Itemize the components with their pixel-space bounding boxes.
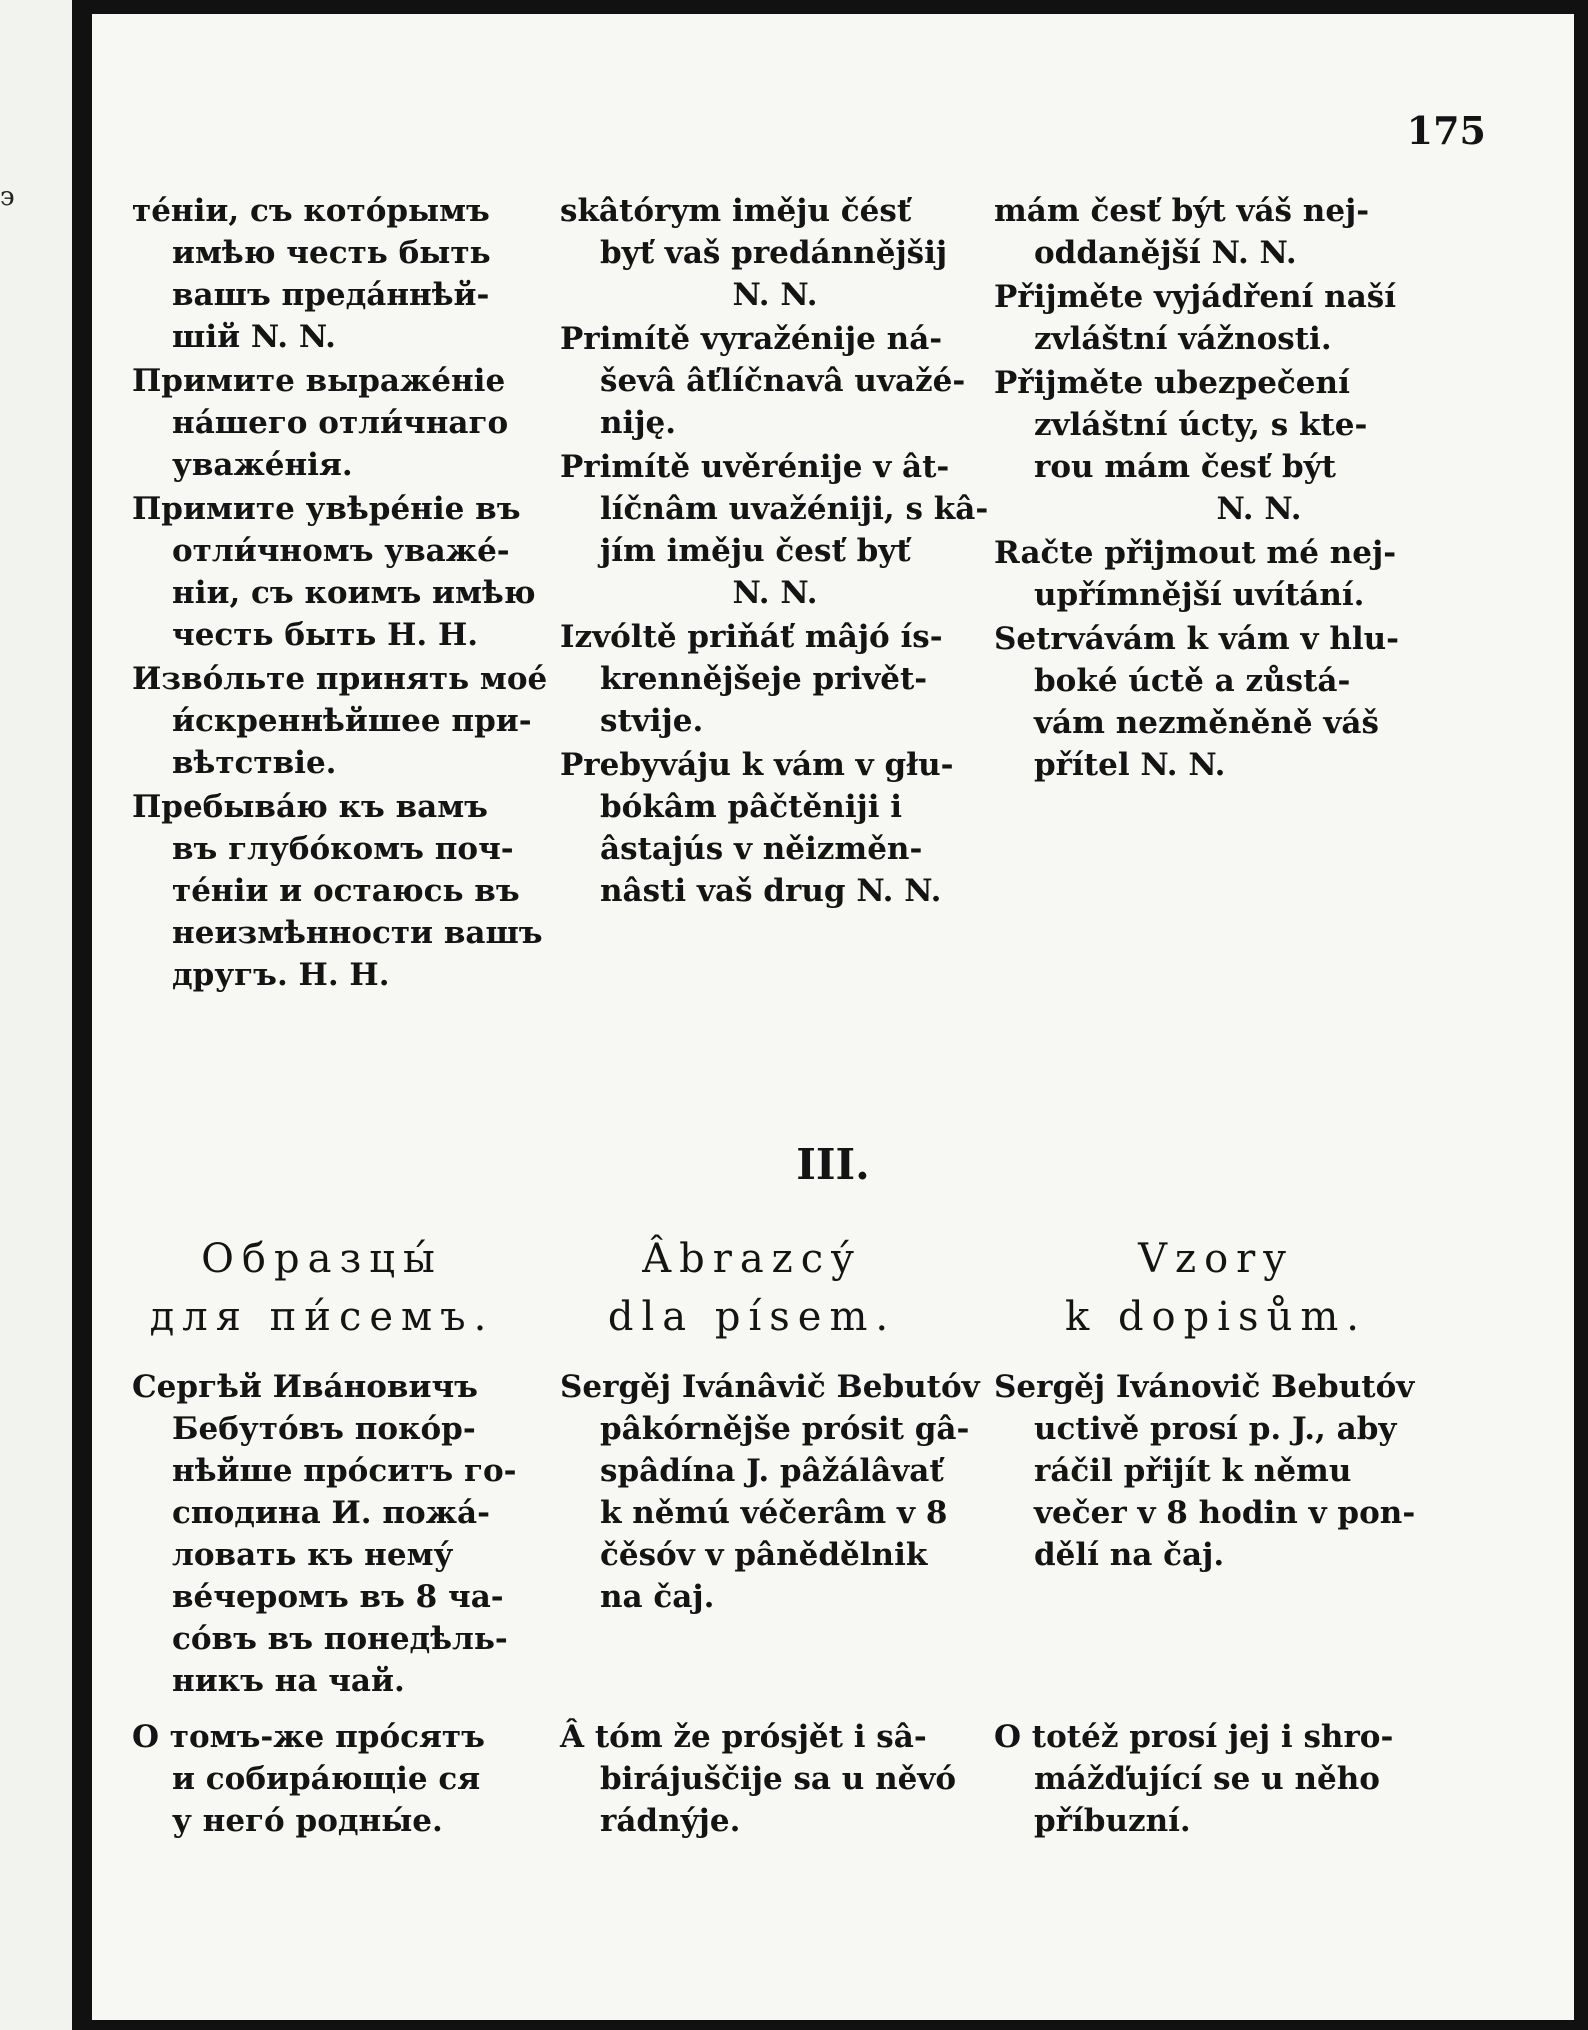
text-line: dělí na čaj. bbox=[1034, 1537, 1225, 1573]
text-line: mám česť být váš nej- bbox=[994, 193, 1370, 229]
paragraph bbox=[994, 618, 1484, 786]
margin-fragment: э bbox=[0, 182, 15, 212]
paragraph bbox=[132, 1716, 485, 1842]
paragraph bbox=[132, 488, 536, 656]
czech-heading-line-1: Vzory bbox=[1138, 1236, 1294, 1282]
czech-heading-line-2: k dopisům. bbox=[1065, 1294, 1367, 1340]
text-line: отли́чномъ уважé- bbox=[172, 533, 510, 569]
text-line: нѣйше прóситъ го- bbox=[172, 1453, 517, 1489]
paragraph bbox=[994, 1366, 1484, 1576]
text-line: сподина И. пожá- bbox=[172, 1495, 490, 1531]
text-line: ráčil přijít k němu bbox=[1034, 1453, 1352, 1489]
previous-page-edge bbox=[0, 0, 72, 2030]
text-line: шій N. N. bbox=[172, 319, 336, 355]
czech-column-bottom bbox=[994, 1366, 1484, 1839]
text-line: upřímnější uvítání. bbox=[1034, 577, 1365, 613]
text-line: вéчеромъ въ 8 ча- bbox=[172, 1579, 504, 1615]
text-line: у негó родны́е. bbox=[172, 1803, 443, 1839]
text-line: N. N. bbox=[732, 575, 818, 611]
text-line: О томъ-же прóсятъ bbox=[132, 1719, 485, 1755]
text-line: přítel N. N. bbox=[1034, 747, 1226, 783]
text-line: Примите увѣрéніе въ bbox=[132, 491, 521, 527]
text-line: Prebyváju k vám v głu- bbox=[560, 747, 954, 783]
text-line: Â tóm že prósjět i sâ- bbox=[560, 1719, 927, 1755]
paragraph bbox=[560, 318, 966, 444]
paragraph bbox=[560, 1716, 956, 1842]
russian-heading-line-1: Образцы́ bbox=[201, 1236, 443, 1282]
text-line: N. N. bbox=[732, 277, 818, 313]
text-line: mážďující se u něho bbox=[1034, 1761, 1380, 1797]
slovak-heading bbox=[552, 1230, 952, 1346]
text-line: Бебутóвъ покóр- bbox=[172, 1411, 476, 1447]
text-line: byť vaš predánnějšij bbox=[600, 235, 948, 271]
slovak-column-bottom bbox=[560, 1366, 980, 1839]
text-line: уважéнія. bbox=[172, 447, 353, 483]
text-line: ševâ âťlíčnavâ uvažé- bbox=[600, 363, 966, 399]
text-line: Setrvávám k vám v hlu- bbox=[994, 621, 1400, 657]
text-line: честь быть Н. Н. bbox=[172, 617, 479, 653]
text-line: нáшего отли́чнаго bbox=[172, 405, 509, 441]
text-line: večer v 8 hodin v pon- bbox=[1034, 1495, 1416, 1531]
text-line: Сергѣй Ивáновичъ bbox=[132, 1369, 478, 1405]
paragraph bbox=[132, 190, 527, 358]
russian-column-bottom bbox=[132, 1366, 527, 1839]
text-line: stvije. bbox=[600, 703, 704, 739]
text-line: Извóльте принять моé bbox=[132, 661, 548, 697]
czech-column-top bbox=[994, 190, 1484, 788]
text-line: rádnýje. bbox=[600, 1803, 741, 1839]
text-line: líčnâm uvažéniji, s kâ- bbox=[600, 491, 989, 527]
book-page bbox=[92, 14, 1574, 2020]
text-line: spâdína J. pâžálâvať bbox=[600, 1453, 944, 1489]
text-line: bókâm pâčtěniji i bbox=[600, 789, 903, 825]
paragraph bbox=[560, 616, 950, 742]
text-line: skâtórym iměju čésť bbox=[560, 193, 912, 229]
text-line: boké úctě a zůstá- bbox=[1034, 663, 1351, 699]
czech-heading bbox=[986, 1230, 1446, 1346]
text-line: Izvóltě priňáť mâjó ís- bbox=[560, 619, 943, 655]
russian-heading bbox=[122, 1230, 522, 1346]
text-line: имѣю честь быть bbox=[172, 235, 491, 271]
text-line: krennějšeje privět- bbox=[600, 661, 928, 697]
text-line: тéніи, съ котóрымъ bbox=[132, 193, 490, 229]
text-line: zvláštní úcty, s kte- bbox=[1034, 407, 1368, 443]
paragraph bbox=[132, 786, 543, 996]
text-line: ніи, съ коимъ имѣю bbox=[172, 575, 536, 611]
text-line: вашъ предáннѣй- bbox=[172, 277, 490, 313]
slovak-heading-line-2: dla písem. bbox=[607, 1294, 897, 1340]
text-line: uctivě prosí p. J., aby bbox=[1034, 1411, 1397, 1447]
russian-heading-line-2: для пи́семъ. bbox=[149, 1294, 495, 1340]
text-line: Примите выражéніе bbox=[132, 363, 506, 399]
text-line: никъ на чай. bbox=[172, 1663, 405, 1699]
text-line: příbuzní. bbox=[1034, 1803, 1191, 1839]
text-line: vám nezměněně váš bbox=[1034, 705, 1379, 741]
text-line: и́скреннѣйшее при- bbox=[172, 703, 532, 739]
slovak-column-top bbox=[560, 190, 989, 914]
text-line: zvláštní vážnosti. bbox=[1034, 321, 1332, 357]
paragraph bbox=[560, 1366, 980, 1618]
paragraph bbox=[994, 190, 1484, 274]
text-line: pâkórnějše prósit gâ- bbox=[600, 1411, 970, 1447]
text-line: Přijměte vyjádření naší bbox=[994, 279, 1397, 315]
russian-column-top bbox=[132, 190, 548, 998]
text-line: Račte přijmout mé nej- bbox=[994, 535, 1397, 571]
paragraph bbox=[560, 190, 950, 316]
section-number: III. bbox=[796, 1140, 870, 1189]
text-line: сóвъ въ понедѣль- bbox=[172, 1621, 508, 1657]
slovak-heading-line-1: Âbrazcý bbox=[642, 1236, 862, 1282]
text-line: другъ. Н. Н. bbox=[172, 957, 390, 993]
text-line: jím iměju česť byť bbox=[600, 533, 911, 569]
text-line: Sergěj Ivánovič Bebutóv bbox=[994, 1369, 1415, 1405]
paragraph bbox=[132, 658, 548, 784]
text-line: Primítě vyražénije ná- bbox=[560, 321, 943, 357]
paragraph bbox=[132, 1366, 527, 1702]
text-line: въ глубóкомъ поч- bbox=[172, 831, 514, 867]
text-line: ловать къ нему́ bbox=[172, 1537, 454, 1573]
paragraph bbox=[560, 446, 989, 614]
text-line: вѣтствіе. bbox=[172, 745, 337, 781]
paragraph bbox=[994, 532, 1484, 616]
paragraph bbox=[132, 360, 527, 486]
text-line: rou mám česť být bbox=[1034, 449, 1336, 485]
page-number: 175 bbox=[1406, 108, 1486, 153]
text-line: k němú véčerâm v 8 bbox=[600, 1495, 948, 1531]
text-line: oddanější N. N. bbox=[1034, 235, 1297, 271]
paragraph bbox=[994, 362, 1484, 530]
text-line: и собирáющіе ся bbox=[172, 1761, 481, 1797]
text-line: birájuščije sa u něvó bbox=[600, 1761, 957, 1797]
text-line: Primítě uvěrénije v ât- bbox=[560, 449, 950, 485]
text-line: неизмѣнности вашъ bbox=[172, 915, 543, 951]
text-line: čěsóv v pânědělnik bbox=[600, 1537, 928, 1573]
text-line: тéніи и остаюсь въ bbox=[172, 873, 520, 909]
paragraph bbox=[560, 744, 954, 912]
text-line: Přijměte ubezpečení bbox=[994, 365, 1350, 401]
text-line: niję. bbox=[600, 405, 677, 441]
text-line: Пребывáю къ вамъ bbox=[132, 789, 488, 825]
text-line: nâsti vaš drug N. N. bbox=[600, 873, 942, 909]
text-line: na čaj. bbox=[600, 1579, 715, 1615]
paragraph bbox=[994, 276, 1484, 360]
text-line: N. N. bbox=[1216, 491, 1302, 527]
text-line: O totéž prosí jej i shro- bbox=[994, 1719, 1394, 1755]
text-line: Sergěj Ivánâvič Bebutóv bbox=[560, 1369, 980, 1405]
paragraph bbox=[994, 1716, 1393, 1842]
text-line: âstajús v něizměn- bbox=[600, 831, 923, 867]
